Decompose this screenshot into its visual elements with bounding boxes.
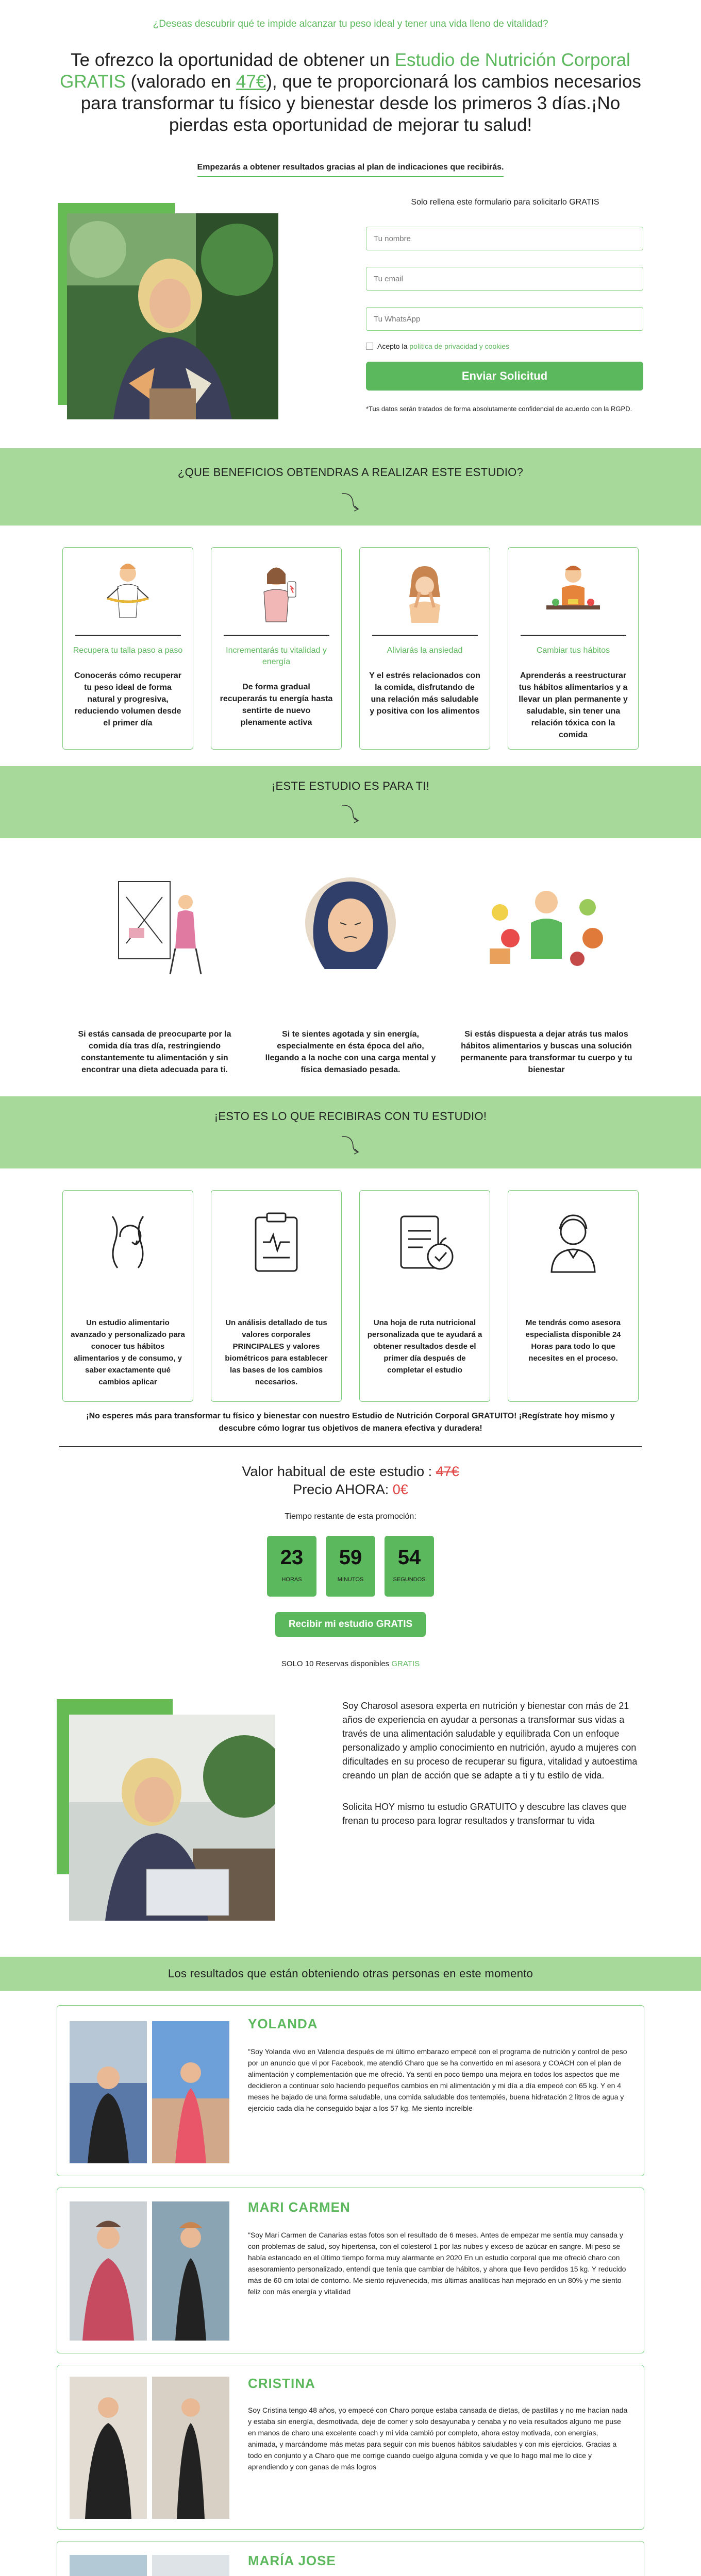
hero-headline xyxy=(52,49,649,136)
old-price-value: 47€ xyxy=(436,1464,459,1479)
measuring-tape-icon xyxy=(92,556,164,628)
submit-button[interactable]: Enviar Solicitud xyxy=(366,362,643,391)
card-divider xyxy=(521,635,626,636)
clipboard-analysis-icon xyxy=(240,1206,312,1278)
diet-struggle-illustration xyxy=(88,871,222,979)
testimonials-section xyxy=(0,2005,701,2576)
foryou-item xyxy=(67,871,242,1076)
email-field[interactable] xyxy=(366,267,643,291)
receive-card xyxy=(62,1190,193,1402)
testimonial-text: "Soy Mari Carmen de Canarias estas fotos son el resultado de 6 meses. Antes de empezar me sentía muy cansada y con problemas de salud, soy hipertensa, con el colesterol 1 por las nubes y exceso de azúcar en sangre. Mi peso se había estancado en el último tiempo forma muy alarmante en 2020 En un estudio corporal que me ofreció charo con asesoramiento personalizado, entendí que tenía que cambiar de hábitos, y ahora que llevo perdidos 15 kg. Y reducido más de 60 cm total de contorno. Me siento rejuvenecida, mis últimas analíticas han mejorado en un 80% y me siento feliz con más energía y vitalidad xyxy=(248,2231,626,2296)
privacy-link[interactable]: política de privacidad y cookies xyxy=(409,342,510,350)
after-photo xyxy=(152,2201,229,2343)
hours-value: 23 xyxy=(280,1546,304,1569)
receive-card xyxy=(211,1190,342,1402)
before-photo xyxy=(70,2201,147,2343)
now-price-row xyxy=(0,1482,701,1498)
hero-photo xyxy=(67,213,278,419)
whatsapp-field[interactable] xyxy=(366,307,643,331)
benefit-text: Aprenderás a reestructurar tus hábitos alimentarios y a llevar un plan permanente y saludable, sin tener una relación tóxica con la comida xyxy=(519,671,628,739)
name-field[interactable] xyxy=(366,227,643,250)
headline-text: Te ofrezco la oportunidad de obtener un xyxy=(71,50,395,70)
hero-section xyxy=(0,0,701,170)
before-photo xyxy=(70,2377,147,2521)
now-price-label: Precio AHORA: xyxy=(293,1482,393,1497)
pricing-section xyxy=(0,1464,701,1668)
reserves-text: SOLO 10 Reservas disponibles xyxy=(281,1659,392,1668)
testimonial-text: Soy Cristina tengo 48 años, yo empecé con Charo porque estaba cansada de dietas, de pastillas y no me hacían nada y estaba sin energía, desmotivada, deje de comer y solo desayunaba y cenaba y no veía resultados alguno me puse en manos de charo una excelente coach y mi vida cambió por completo, ahora estoy motivada, con energías, animada, y marcándome más metas para seguir con mis buenos hábitos saludables y con mis ejercicios. Gracias a todo en conjunto y a Charo que me corrige cuando cuelgo alguna comida y ve que lo hago mal me lo dice y aprendiendo y con ganas de más logros xyxy=(248,2406,628,2471)
foryou-text: Si estás dispuesta a dejar atrás tus malos hábitos alimentarios y buscas una solución permanente para transformar tu cuerpo y tu bienestar xyxy=(460,1030,632,1074)
receive-title: ¡ESTO ES LO QUE RECIBIRAS CON TU ESTUDIO! xyxy=(214,1110,487,1123)
receive-card xyxy=(508,1190,639,1402)
foryou-item xyxy=(263,871,438,1076)
about-section xyxy=(0,1699,701,1941)
benefits-title: ¿QUE BENEFICIOS OBTENDRAS A REALIZAR ESTE ESTUDIO? xyxy=(177,466,524,479)
countdown xyxy=(0,1536,701,1597)
before-photo xyxy=(70,2021,147,2166)
timer-label: Tiempo restante de esta promoción: xyxy=(285,1512,416,1521)
foryou-item xyxy=(459,871,634,1076)
testimonial-name: MARÍA JOSE xyxy=(248,2553,336,2568)
curved-arrow-icon xyxy=(338,802,363,825)
healthy-food-icon xyxy=(537,556,609,628)
foryou-text: Si estás cansada de preocuparte por la comida día tras día, restringiendo constantemente tu alimentación y sin encontrar una dieta adecuada para ti. xyxy=(78,1030,231,1074)
receive-text: Me tendrás como asesora especialista disponible 24 Horas para todo lo que necesites en el proceso. xyxy=(525,1318,621,1363)
hero-subline: Empezarás a obtener resultados gracias al plan de indicaciones que recibirás. xyxy=(197,163,504,177)
advisor-icon xyxy=(537,1206,609,1278)
testimonial-name: YOLANDA xyxy=(248,2016,318,2031)
after-photo xyxy=(152,2377,229,2521)
benefit-card xyxy=(359,547,490,750)
receive-card xyxy=(359,1190,490,1402)
form-section xyxy=(0,198,701,440)
testimonial-text: "Soy Yolanda vivo en Valencia después de mi último embarazo empecé con el programa de nutrición y control de peso por un anuncio que vi por Facebook, me atendió Charo que se ha convertido en mi asesora y COACH con el plan de alimentación y complementación que me ofreció. Ya sentí en poco tiempo una mejora en todos los aspectos que me decidieron a continuar solo haciendo pequeños cambios en mi alimentación y mi día a día empecé con 65 kg. Y en 4 meses he bajado de una forma saludable, una comida saludable dos tentempiés, buena hidratación 2 litros de agua y ejercicio cada día he conseguido bajar a los 57 kg. Me siento increíble xyxy=(248,2047,627,2112)
headline-price: 47€ xyxy=(236,72,266,92)
benefit-card xyxy=(508,547,639,750)
seconds-label: SEGUNDOS xyxy=(393,1577,426,1583)
testimonial-name: CRISTINA xyxy=(248,2376,315,2391)
countdown-minutes xyxy=(326,1536,375,1597)
curved-arrow-icon xyxy=(338,1133,363,1156)
card-divider xyxy=(224,635,329,636)
receive-note: ¡No esperes más para transformar tu físico y bienestar con nuestro Estudio de Nutrición Corporal GRATUITO! ¡Regístrate hoy mismo y descubre cómo lograr tus objetivos de manera efectiva y duradera! xyxy=(86,1412,615,1433)
about-photo xyxy=(69,1715,275,1921)
headline-text: (valorado en xyxy=(125,72,236,92)
countdown-hours xyxy=(267,1536,316,1597)
benefit-text: Y el estrés relacionados con la comida, disfrutando de una relación más saludable y positiva con los alimentos xyxy=(369,671,480,716)
testimonial-card xyxy=(57,2365,644,2530)
card-divider xyxy=(372,635,478,636)
receive-banner xyxy=(0,1096,701,1168)
body-cycle-icon xyxy=(92,1206,164,1278)
testimonial-photos xyxy=(70,2021,229,2166)
card-divider xyxy=(75,635,181,636)
signup-form xyxy=(366,198,644,414)
about-paragraph: Soy Charosol asesora experta en nutrición y bienestar con más de 21 años de experiencia en ayudar a personas a transformar sus vidas a través de una alimentación saludable y equilibrada Con un enfoque personalizado y amplio conocimiento en nutrición, ayudo a mujeres con dificultades en su proceso de recuperar su figura, vitalidad y autoestima creando un plan de acción que se adapte a ti y tu estilo de vida. xyxy=(342,1701,638,1781)
hero-question: ¿Deseas descubrir qué te impide alcanzar tu peso ideal y tener una vida lleno de vitalidad? xyxy=(153,19,548,29)
old-price-label: Valor habitual de este estudio : xyxy=(242,1464,436,1479)
benefit-title: Aliviarás la ansiedad xyxy=(387,646,463,655)
benefit-title: Recupera tu talla paso a paso xyxy=(73,646,183,655)
testimonial-photos xyxy=(70,2377,229,2521)
food-choices-illustration xyxy=(479,871,613,979)
old-price-row xyxy=(0,1464,701,1480)
testimonial-card xyxy=(57,2005,644,2176)
privacy-consent xyxy=(366,342,644,350)
receive-text: Un análisis detallado de tus valores corporales PRINCIPALES y valores biométricos para establecer las bases de los cambios necesarios. xyxy=(225,1318,328,1386)
testimonials-title: Los resultados que están obteniendo otras personas en este momento xyxy=(168,1967,533,1980)
benefit-card xyxy=(62,547,193,750)
tired-woman-illustration xyxy=(283,871,418,979)
form-note: Solo rellena este formulario para solicitarlo GRATIS xyxy=(411,198,599,207)
form-disclaimer: *Tus datos serán tratados de forma absolutamente confidencial de acuerdo con la RGPD. xyxy=(366,405,632,413)
nutrition-plan-icon xyxy=(389,1206,461,1278)
benefit-title: Incrementarás tu vitalidad y energía xyxy=(226,646,327,666)
benefits-banner xyxy=(0,448,701,526)
consent-label: Acepto la xyxy=(377,342,408,350)
about-paragraph: Solicita HOY mismo tu estudio GRATUITO y descubre las claves que frenan tu proceso para lograr resultados y transformar tu vida xyxy=(342,1802,627,1826)
benefit-card xyxy=(211,547,342,750)
anxiety-relief-icon xyxy=(389,556,461,628)
testimonial-card xyxy=(57,2188,644,2353)
receive-cards xyxy=(0,1190,701,1402)
after-photo xyxy=(152,2555,229,2576)
cta-button[interactable]: Recibir mi estudio GRATIS xyxy=(275,1612,426,1637)
foryou-section xyxy=(0,838,701,1076)
minutes-value: 59 xyxy=(339,1546,362,1569)
countdown-seconds xyxy=(385,1536,434,1597)
before-photo xyxy=(70,2555,147,2576)
testimonial-card xyxy=(57,2541,644,2576)
testimonial-name: MARI CARMEN xyxy=(248,2199,350,2215)
now-price-value: 0€ xyxy=(392,1482,408,1497)
foryou-title: ¡ESTE ESTUDIO ES PARA TI! xyxy=(271,779,430,792)
testimonials-banner xyxy=(0,1957,701,1991)
minutes-label: MINUTOS xyxy=(337,1577,364,1583)
benefit-text: De forma gradual recuperarás tu energía hasta sentirte de nuevo plenamente activa xyxy=(220,683,333,727)
reserves-note xyxy=(0,1659,701,1668)
section-divider xyxy=(59,1446,642,1447)
headline-highlight: Estudio de Nutrición Corporal GRATIS xyxy=(60,50,630,92)
receive-text: Una hoja de ruta nutricional personalizada que te ayudará a obtener resultados desde el primer día después de completar el estudio xyxy=(367,1318,482,1375)
benefit-text: Conocerás cómo recuperar tu peso ideal de forma natural y progresiva, reduciendo volumen desde el primer día xyxy=(74,671,182,727)
about-text xyxy=(342,1699,641,1828)
receive-text: Un estudio alimentario avanzado y personalizado para conocer tus hábitos alimentarios y de consumo, y saber exactamente qué cambios aplicar xyxy=(71,1318,185,1386)
benefit-title: Cambiar tus hábitos xyxy=(536,646,610,655)
foryou-banner xyxy=(0,766,701,838)
testimonial-photos xyxy=(70,2201,229,2343)
benefits-cards xyxy=(0,547,701,750)
foryou-text: Si te sientes agotada y sin energía, especialmente en ésta época del año, llegando a la noche con una carga mental y física demasiado pesada. xyxy=(265,1030,436,1074)
after-photo xyxy=(152,2021,229,2166)
seconds-value: 54 xyxy=(397,1546,421,1569)
curved-arrow-icon xyxy=(338,490,363,513)
privacy-checkbox[interactable] xyxy=(366,343,373,350)
headline-text: ), que te proporcionará los cambios necesarios para transformar tu físico y bienestar desde los primeros 3 días.¡No pierdas esta oportunidad de mejorar tu salud! xyxy=(80,72,641,135)
testimonial-photos xyxy=(70,2555,229,2576)
energy-icon xyxy=(240,556,312,628)
hours-label: HORAS xyxy=(281,1577,302,1583)
reserves-free: GRATIS xyxy=(391,1659,420,1668)
